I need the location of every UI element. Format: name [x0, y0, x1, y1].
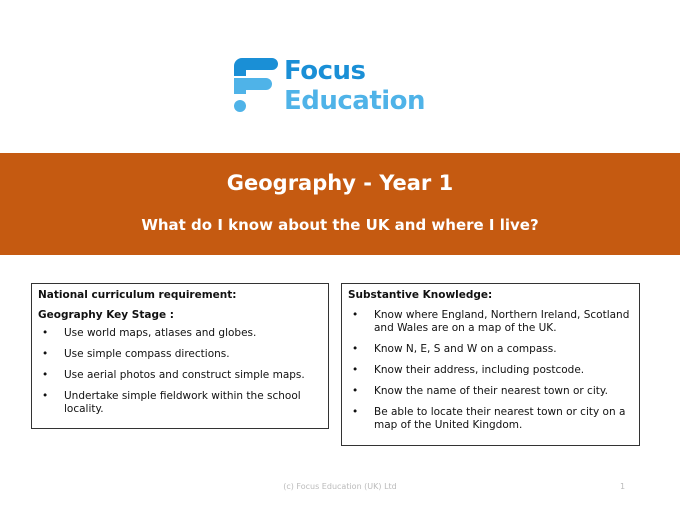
- logo-text-education: Education: [284, 86, 426, 116]
- list-item-text: Know their address, including postcode.: [374, 364, 585, 376]
- list-item: [38, 390, 322, 416]
- list-item-text: Know the name of their nearest town or city.: [374, 385, 608, 397]
- slide-title: Geography - Year 1: [226, 171, 454, 195]
- logo-mark-icon: [232, 56, 278, 114]
- list-item-text: Know where England, Northern Ireland, Scotland and Wales are on a map of the UK.: [374, 309, 630, 334]
- list-item: [348, 406, 633, 432]
- list-item: [348, 309, 633, 335]
- list-item: [348, 364, 633, 377]
- bullet-icon: •: [352, 309, 359, 321]
- bullet-icon: •: [352, 343, 359, 355]
- list-item-text: Use world maps, atlases and globes.: [64, 327, 257, 339]
- key-stage-subheading: Geography Key Stage :: [38, 309, 174, 321]
- knowledge-heading: Substantive Knowledge:: [348, 289, 493, 301]
- substantive-knowledge-box: [341, 283, 640, 446]
- list-item: [38, 348, 322, 361]
- list-item-text: Use simple compass directions.: [64, 348, 230, 360]
- copyright-footer: (c) Focus Education (UK) Ltd: [283, 482, 397, 491]
- curriculum-list: [38, 327, 322, 416]
- bullet-icon: •: [42, 348, 49, 360]
- focus-education-logo: [232, 56, 452, 116]
- list-item-text: Know N, E, S and W on a compass.: [374, 343, 557, 355]
- list-item-text: Undertake simple fieldwork within the school locality.: [64, 390, 301, 415]
- list-item: [38, 327, 322, 340]
- bullet-icon: •: [42, 369, 49, 381]
- curriculum-requirement-box: [31, 283, 329, 429]
- knowledge-list: [348, 309, 633, 432]
- bullet-icon: •: [42, 390, 49, 402]
- logo-text-focus: Focus: [284, 56, 366, 86]
- list-item: [348, 385, 633, 398]
- slide-subtitle: What do I know about the UK and where I live?: [141, 216, 539, 234]
- list-item-text: Use aerial photos and construct simple maps.: [64, 369, 305, 381]
- list-item: [38, 369, 322, 382]
- list-item: [348, 343, 633, 356]
- bullet-icon: •: [352, 364, 359, 376]
- curriculum-heading: National curriculum requirement:: [38, 289, 237, 301]
- bullet-icon: •: [42, 327, 49, 339]
- title-banner: [0, 153, 680, 255]
- bullet-icon: •: [352, 406, 359, 418]
- page-number: 1: [620, 482, 626, 491]
- bullet-icon: •: [352, 385, 359, 397]
- list-item-text: Be able to locate their nearest town or city on a map of the United Kingdom.: [374, 406, 626, 431]
